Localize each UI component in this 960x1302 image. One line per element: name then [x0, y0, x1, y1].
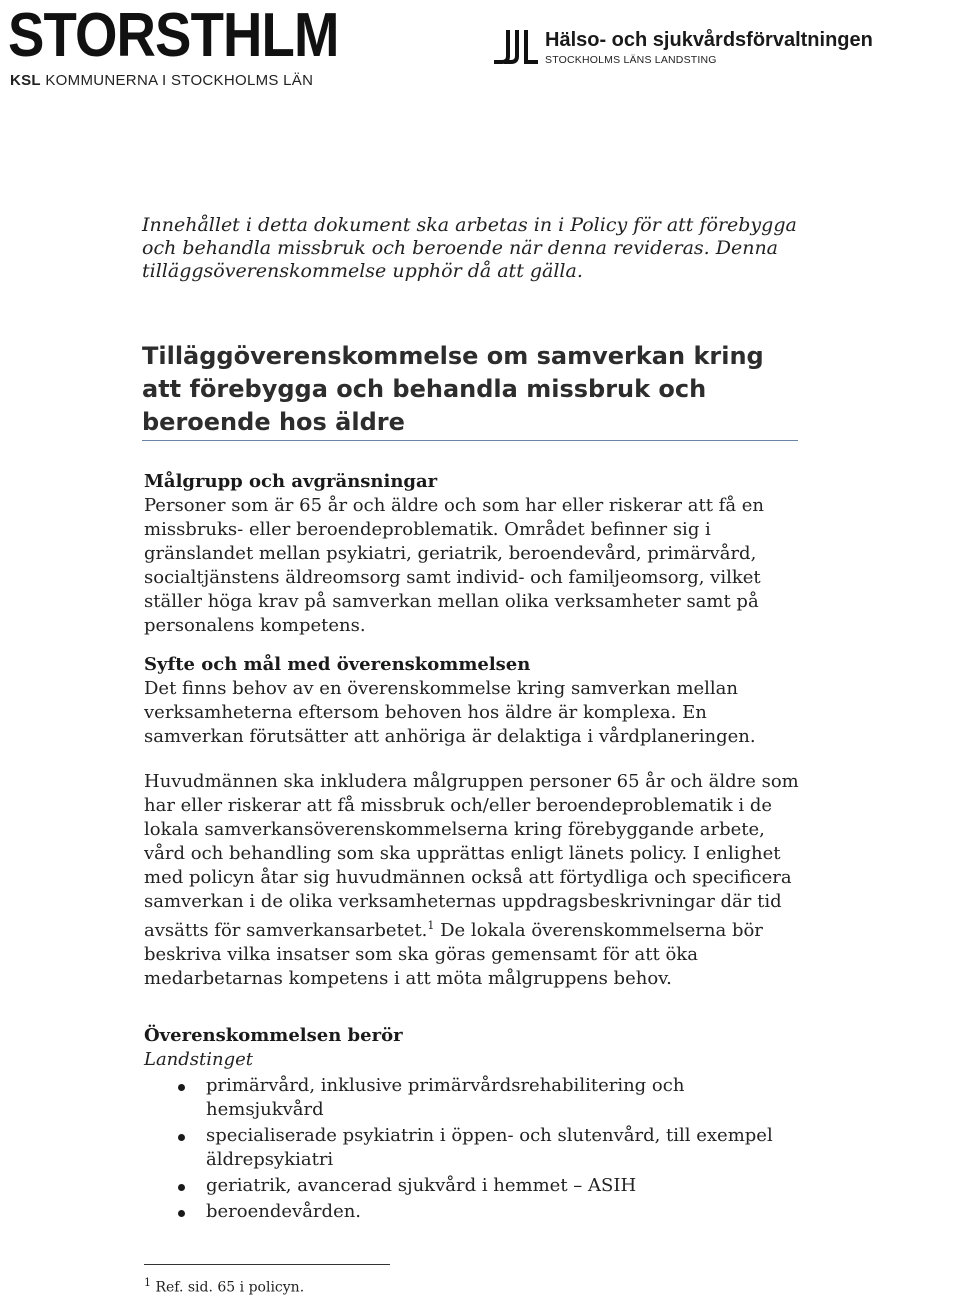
intro-note: Innehållet i detta dokument ska arbetas in i Policy för att förebygga och behandla missbruk och beroende när denna revideras. Denna tilläggsöverenskommelse upphör då att gälla. [142, 214, 797, 282]
footnote-divider [144, 1264, 390, 1265]
ksl-subtitle [10, 72, 313, 89]
section-huvudmannen [144, 770, 824, 991]
footnote [144, 1276, 304, 1296]
footnote-ref[interactable]: 1 [427, 919, 435, 932]
section-heading: Målgrupp och avgränsningar [144, 471, 438, 492]
sll-logo-icon [492, 28, 538, 68]
section-heading: Syfte och mål med överenskommelsen [144, 654, 531, 675]
sll-subtitle: STOCKHOLMS LÄNS LANDSTING [545, 54, 717, 66]
footnote-text: Ref. sid. 65 i policyn. [151, 1279, 305, 1296]
section-beror [144, 1024, 824, 1226]
list-item-text: beroendevården. [206, 1201, 362, 1222]
footnote-mark: 1 [144, 1276, 151, 1289]
list-item [144, 1124, 824, 1172]
section-subheading: Landstinget [144, 1049, 254, 1070]
list-item-text: primärvård, inklusive primärvårdsrehabilitering och hemsjukvård [206, 1075, 685, 1120]
text-after-ref: De lokala överenskommelserna bör beskriva vilka insatser som ska göras gemensamt för att öka medarbetarnas kompetens i att möta målgruppens behov. [144, 920, 763, 989]
bullet-icon [178, 1210, 185, 1217]
bullet-icon [178, 1134, 185, 1141]
ksl-full-name: KOMMUNERNA I STOCKHOLMS LÄN [45, 72, 314, 89]
list-item-text: geriatrik, avancerad sjukvård i hemmet – ASIH [206, 1175, 637, 1196]
section-text: Det finns behov av en överenskommelse kring samverkan mellan verksamheterna eftersom behoven hos äldre är komplexa. En samverkan förutsätter att anhöriga är delaktiga i vårdplaneringen. [144, 678, 756, 747]
section-syfte [144, 653, 824, 749]
document-title: Tilläggöverenskommelse om samverkan kring att förebygga och behandla missbruk och beroende hos äldre [142, 342, 764, 436]
bullet-list [144, 1074, 824, 1224]
title-divider [142, 440, 798, 441]
text-before-ref: Huvudmännen ska inkludera målgruppen personer 65 år och äldre som har eller riskerar att få missbruk och/eller beroendeproblematik i de lokala samverkansöverenskommelserna kring förebyggande arbete, vård och behandling som ska upprättas enligt länets policy. I enlighet med policyn åtar sig huvudmännen också att förtydliga och specificera samverkan i de olika verksamheternas uppdragsbeskrivningar där tid avsätts för samverkansarbetet. [144, 771, 799, 941]
section-malgrupp [144, 470, 824, 638]
storsthlm-logo: STORSTHLM [8, 1, 339, 70]
list-item [144, 1174, 824, 1198]
list-item-text: specialiserade psykiatrin i öppen- och slutenvård, till exempel äldrepsykiatri [206, 1125, 773, 1170]
section-heading: Överenskommelsen berör [144, 1025, 403, 1046]
bullet-icon [178, 1184, 185, 1191]
list-item [144, 1074, 824, 1122]
section-text: Personer som är 65 år och äldre och som har eller riskerar att få en missbruks- eller beroendeproblematik. Området befinner sig i gränslandet mellan psykiatri, geriatrik, beroendevård, primärvård, socialtjänstens äldreomsorg samt individ- och familjeomsorg, vilket ställer höga krav på samverkan mellan olika verksamheter samt på personalens kompetens. [144, 495, 765, 636]
ksl-abbrev: KSL [10, 72, 41, 89]
section-text [144, 770, 824, 991]
hsf-name: Hälso- och sjukvårdsförvaltningen [545, 29, 873, 51]
bullet-icon [178, 1084, 185, 1091]
list-item [144, 1200, 824, 1224]
